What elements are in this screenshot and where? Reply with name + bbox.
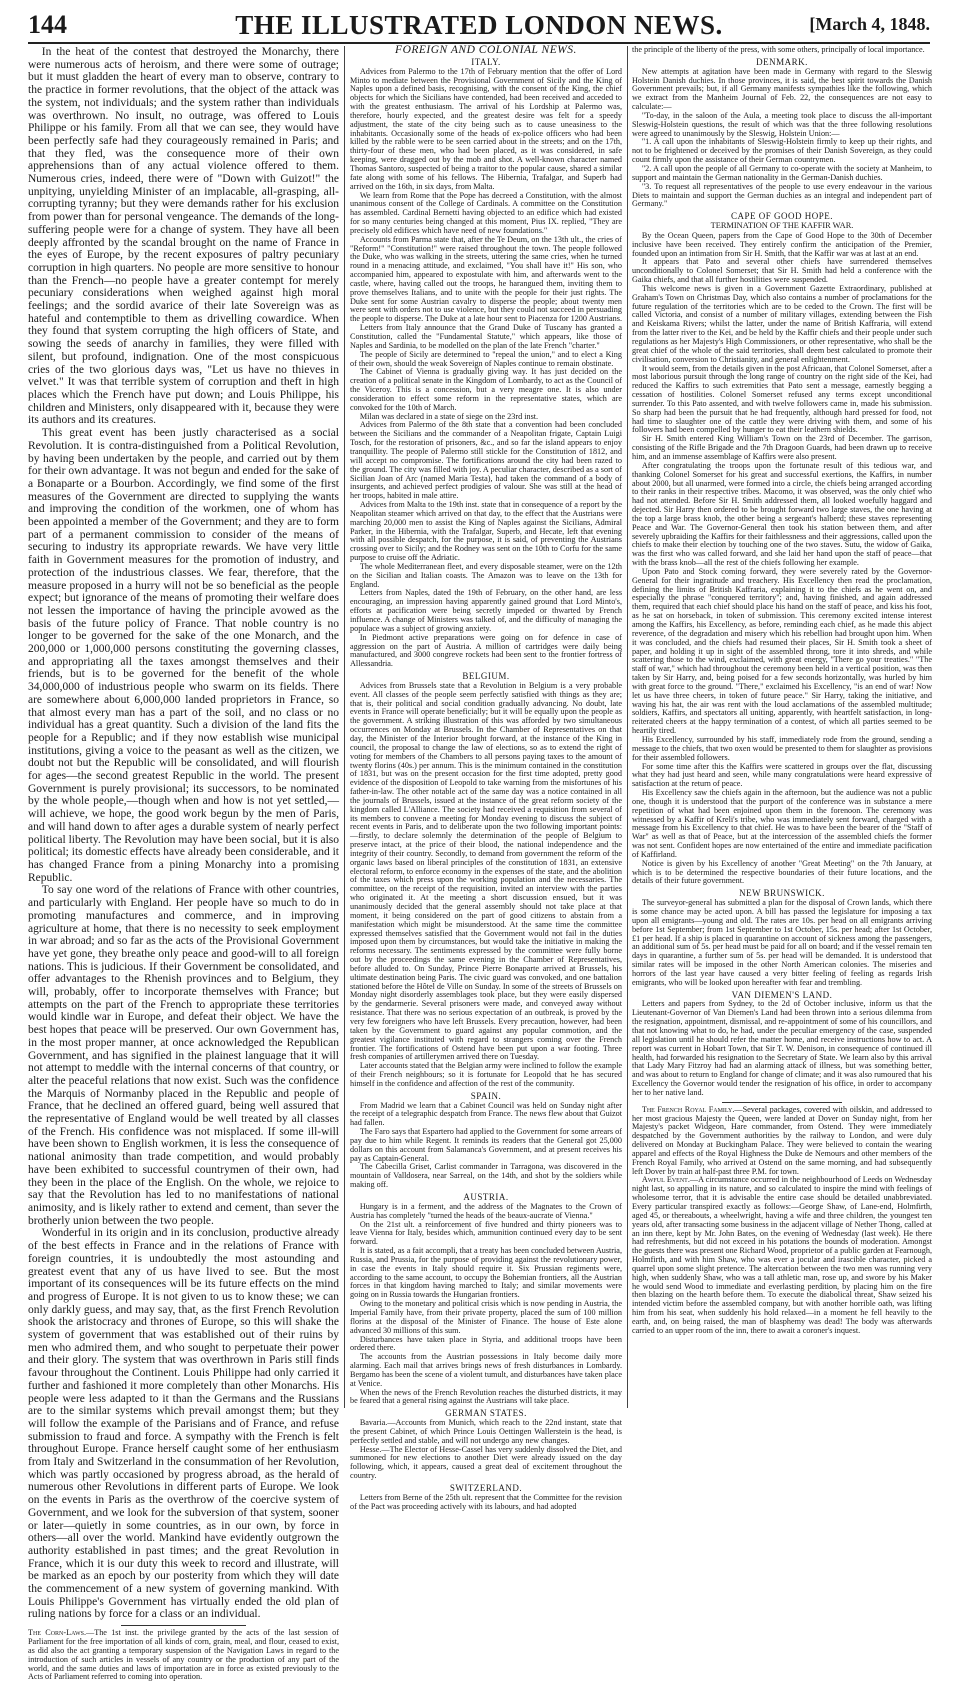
spain-heading: SPAIN. bbox=[470, 1090, 502, 1101]
paragraph: "1. A call upon the inhabitants of Sleswig-Holstein firmly to keep up their rights, and not to be frightened or deceived by the promises of their Danish Sovereign, as they could count firmly upon the assistance of their German countrymen. bbox=[632, 137, 932, 165]
paragraph: His Excellency, surrounded by his staff, immediately rode from the ground, sending a message to the chiefs, that two oxen would be presented to them for slaughter as provisions for their assembled followers. bbox=[632, 734, 932, 762]
brief-notes bbox=[632, 1106, 932, 1336]
belgium-body bbox=[350, 682, 622, 1089]
corn-laws-note bbox=[28, 1629, 339, 1682]
paragraph: "To-day, in the saloon of the Aula, a meeting took place to discuss the all-important Sleswig-Holstein questions, the result of which was that the three following resolutions were agreed to unanimously by the Sleswig, Holstein Union:— bbox=[632, 110, 932, 138]
paragraph: Advices from Palermo of the 8th state that a convention had been concluded between the Sicilians and the commander of a Neapolitan frigate, Captain Luigi Tosch, for the restoration of prisoners, &c., and so far the island appears to enjoy tranquillity. The people of Palermo still stickle for the Constitution of 1812, and will accept no compromise. The fortifications around the city had been razed to the ground. The city was filled with joy. A peculiar character, described as a sort of Sicilian Joan of Arc (named Maria Testa), had taken the command of a body of insurgents, and achieved perfect prodigies of valour. She was still at the head of her troops, habited in male attire. bbox=[350, 420, 622, 501]
editorial-paragraph: This great event has been justly characterised as a social Revolution. It is contra-distinguished from a Political Revolution, by having been undertaken by the people, and carried out by them for their own advantage. It was not begun and ended for the sake of a Bonaparte or a Bourbon. Accordingly, we find some of the first measures of the Government are directed to supplying the wants and improving the condition of the workmen, one of whom has been appointed a member of the Government; and they are to form part of a permanent commission to consider of the means of securing to industry its appropriate rewards. We have very little faith in Government measures for the promotion of industry, and protection of the industrious classes. We fear, therefore, that the measure proposed in a hurry will not be so beneficial as the people expect; but ignorance of the means of promoting their welfare does not lessen the importance of having the principle avowed as the basis of the future policy of France. That noble country is no longer to be governed for the sake of the one Monarch, and the 200,000 or 1,000,000 persons constituting the governing classes, and appropriating all the taxes amongst themselves and their friends, but is to be governed for the benefit of the whole 34,000,000 of industrious people who swarm on its fields. There are somewhere about 6,000,000 landed proprietors in France, so that almost every man has a part of the soil, and no class or no individual has a great quantity. Such a division of the land fits the people for a Republic; and if they now establish wise municipal institutions, giving a voice to the peasant as well as the citizen, we doubt not but the Republic will be consolidated, and will flourish for ages—the second greatest Republic in the world. The present Government is purely provisional; its successors, to be nominated by the whole people,—though when and how is not yet settled,—will achieve, we hope, the good work begun by the men of Paris, and will hand down to after ages a durable system of nearly perfect political liberty. The Revolution may have been social, but it is also political; its domestic effects have already been considerable, and it has changed France from a pining Monarchy into a promising Republic. bbox=[28, 427, 339, 884]
paragraph: The people of Sicily are determined to "repeal the union," and to elect a King of their own, should the weak Sovereign of Naples continue to remain obstinate. bbox=[350, 349, 622, 368]
cape-subheading: TERMINATION OF THE KAFFIR WAR. bbox=[710, 221, 854, 231]
new-brunswick-heading: NEW BRUNSWICK. bbox=[739, 888, 825, 899]
german-states-heading: GERMAN STATES. bbox=[445, 1408, 527, 1419]
paragraph: Sir H. Smith entered King William's Town on the 23rd of December. The garrison, consisting of the Rifle Brigade and the 7th Dragoon Guards, had been drawn up to receive him, and an immense assemblage of Kaffirs were also present. bbox=[632, 434, 932, 461]
austria-heading: AUSTRIA. bbox=[463, 1192, 509, 1202]
paragraph: Advices from Brussels state that a Revolution in Belgium is a very probable event. All classes of the people seem perfectly satisfied with things as they are; that is, their political and social condition gradually advancing. No doubt, late events in France will operate beneficially; but it will be equally upon the people as the government. A striking illustration of this was afforded by two simultaneous occurrences on Monday at Brussels. In the Chamber of Representatives on that day, the Minister of the Interior brought forward, at the instance of the King in council, the proposal to change the law of elections, so as to extend the right of voting for members of the Chambers to all persons paying taxes to the amount of twenty florins (40s.) per annum. This is the minimum contained in the constitution of 1831, but was on the present occasion for the first time adopted, pretty good evidence of the disposition of Leopold to take warning from the misfortunes of his father-in-law. The other notable act of the same day was a notice contained in all the journals of Brussels, issued at the instance of the great reform society of the kingdom called L'Alliance. The society had received a requisition from several of its members to convene a meeting for Monday evening to discuss the subject of recent events in Paris, and to deliberate upon the two following important points:—firstly, to declare solemnly the determination of the people of Belgium to preserve intact, at the price of their blood, the national independence and the integrity of their country. Secondly, to demand from government the reform of the organic laws based on liberal principles of the constitution of 1831, an extensive electoral reform, to enforce economy in the expenses of the state, and the abolition of the taxes which press upon the working population and the necessaries. The committee, on the receipt of the requisition, invited an interview with the parties who originated it. At the meeting a short discussion ensued, but it was unanimously decided that the general assembly should not take place at that moment, it being considered on the part of good citizens to abstain from a manifestation which might be misunderstood. At the same time the committee expressed themselves satisfied that the Government would not fail in the duties imposed upon them by circumstances, but would take the initiative in making the reforms necessary. The sentiments expressed by the committee were fully borne out by the proceedings the same evening in the Chamber of Representatives, before alluded to. On Sunday, Prince Pierre Bonaparte arrived at Brussels, his ultimate destination being Paris. The civic guard was convoked, and one battalion stationed before the Hôtel de Ville on Sunday. In some of the streets of Brussels on Monday night disorderly assemblages took place, but they were easily dispersed by the gendarmerie. Several prisoners were made, and conveyed away without resistance. That there was no serious expectation of an outbreak, is proved by the very few foreigners who have left Brussels. Every precaution, however, had been taken by the Government to guard against any popular commotion, and the greatest vigilance instituted with regard to strangers coming over the French frontier. The fortifications of Ostend have been put upon a war footing. Three fresh companies of artillerymen arrived there on Tuesday. bbox=[350, 680, 622, 1062]
van-diemens-land-body bbox=[632, 1000, 932, 1097]
new-brunswick-body bbox=[632, 899, 932, 987]
cape-heading: CAPE OF GOOD HOPE. bbox=[730, 211, 833, 222]
brief-note bbox=[632, 1106, 932, 1177]
van-diemens-land-heading: VAN DIEMEN'S LAND. bbox=[731, 989, 833, 1000]
paragraph: The Cabinet of Vienna is gradually giving way. It has just decided on the creation of a political senate in the Kingdom of Lombardy, to act as the Council of the Viceroy. This is a concession, but a very meagre one. It is also under consideration to effect some reform in the representative states, which are convoked for the 10th of March. bbox=[350, 367, 622, 412]
paragraph: Notice is given by his Excellency of another "Great Meeting" on the 7th January, at which is to be determined the respective boundaries of their future locations, and the details of their future government. bbox=[632, 858, 932, 886]
italy-heading: ITALY. bbox=[471, 56, 501, 67]
paragraph: From Madrid we learn that a Cabinet Council was held on Sunday night after the receipt of a telegraphic despatch from France. The news flew about that Guizot had fallen. bbox=[350, 1100, 622, 1128]
column-divider bbox=[627, 46, 628, 1408]
austria-body bbox=[350, 1203, 622, 1406]
note-heading: The Corn-Laws. bbox=[28, 1628, 87, 1638]
paragraph: New attempts at agitation have been made in Germany with regard to the Sleswig Holstein Danish duchies. In those provinces, it is said, the best spirit towards the Danish Government prevails; but, if all Germany manifests sympathies like the following, which we extract from the Manheim Journal of Feb. 22, the consequences are not easy to calculate:— bbox=[632, 66, 932, 112]
paragraph: By the Ocean Queen, papers from the Cape of Good Hope to the 30th of December inclusive have been received. They entirely confirm the anticipation of the Premier, founded upon an intimation from Sir H. Smith, that the Kaffir war was at last at an end. bbox=[632, 230, 932, 258]
paragraph: Later accounts stated that the Belgian army were inclined to follow the example of their French neighbours; so it is fortunate for Leopold that he has secured himself in the confidence and affection of the rest of the community. bbox=[350, 1061, 622, 1088]
page-number: 144 bbox=[28, 10, 67, 39]
belgium-heading: BELGIUM. bbox=[462, 671, 510, 682]
paragraph: Advices from Palermo to the 17th of February mention that the offer of Lord Minto to mediate between the Provisional Government of Sicily and the King of Naples upon a defined basis, recognising, with the consent of the King, the chief objects for which the Sicilians have contended, had been received and acceded to with the greatest enthusiasm. The arrival of his Lordship at Palermo was, therefore, hourly expected, and the greatest desire was felt for a speedy adjustment, the state of the city being such as to cause uneasiness to the inhabitants. Occasionally some of the heads of ex-police officers who had been killed by the rabble were to be seen carried about in the streets; and on the 17th, thirty-four of these men, who had been placed, as it was considered, in safe keeping, were dragged out by the mob and shot. A well-known character named Thomas Santoro, suspected of being a traitor to the popular cause, shared a similar fate along with some of his fellows. The Hibernia, Trafalgar, and Superb had arrived on the 16th, in six days, from Malta. bbox=[350, 66, 622, 191]
italy-body bbox=[350, 68, 622, 669]
editorial-column bbox=[28, 46, 339, 1682]
paragraph: Upon Pato and Stock coming forward, they were severely rated by the Governor-General for their ingratitude and treachery. His Excellency then read the proclamation, defining the limits of British Kaffraria, explaining it to the chiefs as he went on, and especially the phrase "conquered territory"; and, having finished, and again addressed them, required that each chief should place his hand on the staff of peace, and kiss his foot, as he sat on horseback, in token of submission. This ceremony excited intense interest among the Kaffirs, his Excellency, as before, reminding each chief, as he made this abject reverence, of the degradation and misery which his rebellion had brought upon him. When it was concluded, and the chiefs had resumed their places, Sir H. Smith took a sheet of paper, and holding it up in sight of the assembled throng, tore it into shreds, and while scattering those to the wind, exclaimed, with great energy, "There go your treaties." "The staff of war," which had throughout the ceremony been held in a vertical position, was then taken by Sir Harry, and, being poised for a few seconds horizontally, was hurled by him with great force to the ground. "There," exclaimed his Excellency, "is an end of war! Now let us have three cheers, in token of future peace." Sir Harry, taking the initiative, and waving his hat, the air was rent with the loud acclamations of the assembled multitude; soldiers, Kaffirs, and spectators all uniting, apparently, with heartfelt satisfaction, in long-reiterated cheers at the happy termination of a contest, of which all parties seemed to be heartily tired. bbox=[632, 566, 932, 736]
denmark-heading: DENMARK. bbox=[756, 56, 808, 67]
paragraph: "2. A call upon the people of all Germany to co-operate with the society at Manheim, to support and maintain the German nationality in the German-Danish duchies. bbox=[632, 163, 932, 182]
section-heading: FOREIGN AND COLONIAL NEWS. bbox=[395, 44, 577, 56]
switzerland-body bbox=[350, 1494, 622, 1512]
paragraph: It would seem, from the details given in the post Africaan, that Colonel Somerset, after a most laborious pursuit through the long range of country on the right side of the Kei, had reduced the Kaffirs to such extremities that Pato sent a message, earnestly begging a cessation of hostilities. Colonel Somerset refused any terms except unconditional surrender. To this Pato assented, and with twelve followers came in, made his submission. So sharp had been the pursuit that he had frequently, although hard pressed for food, not had time to slaughter one of the cattle they were driving with them, and some of his followers had been compelled by hunger to eat their leathern shields. bbox=[632, 363, 932, 435]
denmark-body bbox=[632, 68, 932, 210]
paragraph: The accounts from the Austrian possessions in Italy become daily more alarming. Each mail that arrives brings news of fresh disturbances in Lombardy. Bergamo has been the scene of a violent tumult, and disturbances have taken place at Venice. bbox=[350, 1352, 622, 1388]
note-heading: The French Royal Family. bbox=[641, 1104, 735, 1114]
paragraph: The whole Mediterranean fleet, and every disposable steamer, were on the 12th on the Sicilian and Italian coasts. The Amazon was to leave on the 13th for England. bbox=[350, 561, 622, 589]
brief-note bbox=[632, 1176, 932, 1335]
newspaper-title: THE ILLUSTRATED LONDON NEWS. bbox=[235, 10, 723, 40]
cape-body bbox=[632, 232, 932, 886]
note-heading: Awful Event. bbox=[641, 1175, 690, 1185]
section-rule bbox=[121, 1625, 245, 1626]
paragraph: On the 21st ult. a reinforcement of five hundred and thirty pioneers was to leave Vienna for Italy, besides which, ammunition continued every day to be sent forward. bbox=[350, 1219, 622, 1247]
paragraph: Hesse.—The Elector of Hesse-Cassel has very suddenly dissolved the Diet, and summoned for new elections to another Diet were already issued on the day following, which, it appears, caused a great deal of excitement throughout the country. bbox=[350, 1444, 622, 1481]
switzerland-heading: SWITZERLAND. bbox=[449, 1483, 523, 1493]
paragraph: Disturbances have taken place in Styria, and additional troops have been ordered there. bbox=[350, 1334, 622, 1353]
paragraph: Advices from Malta to the 19th inst. state that in consequence of a report by the Neapolitan steamer which arrived on that day, to the effect that the Austrians were marching 20,000 men to assist the King of Naples against the Sicilians, Admiral Parker, in the Hibernia, with the Trafalgar, Superb, and Hecate, left that evening with all possible despatch, for the purpose, it is said, of preventing the Austrians crossing over to Sicily; and the Rodney was sent on the 10th to Corfu for the same purpose to cruise off the Adriatic. bbox=[350, 500, 622, 563]
masthead bbox=[28, 10, 930, 38]
column-divider bbox=[344, 46, 345, 1408]
editorial-body bbox=[28, 46, 339, 1621]
editorial-paragraph: In the heat of the contest that destroyed the Monarchy, there were numerous acts of heroism, and there were some of outrage; but it must gladden the heart of every man to observe, contrary to the practice in former revolutions, that the object of the attack was the system, not individuals; and the system rather than individuals was overthrown. No insult, no outrage, was offered to Louis Philippe or his family. From all that we can see, they would have been perfectly safe had they courageously remained in Paris; and that they fled, was the consequence more of their own apprehensions than of any actual violence offered to them. Numerous cries, indeed, there were of "Down with Guizot!" the unpitying, unyielding Minister of an implacable, all-grasping, all-corrupting tyranny; but they were demands rather for his exclusion from power than for personal vengeance. The demands of the long-suffering people were for a change of system. They have all been deeply affronted by the scandal brought on the name of France in the eyes of Europe, by the recent exposures of paltry pecuniary corruption in high quarters. No people are more sensitive to honour than the French—no people have a greater contempt for merely pecuniary considerations when weighed against high moral feelings; and the sordid avarice of their late Sovereign was as hateful and contemptible to them as drivelling cowardice. When they found that system corrupting the high officers of State, and sowing the seeds of anarchy in families, they were filled with silent, but profound, indignation. One of the most conspicuous cries of the two glorious days was, "Let us have no thieves in velvet." It was that terrible system of corruption and theft in high places which the French have put down; and Louis Philippe, his children and Ministers, only disappeared with it, because they were its authors and its creatures. bbox=[28, 46, 339, 427]
paragraph: Accounts from Parma state that, after the Te Deum, on the 13th ult., the cries of "Reform!" "Constitution!" were raised throughout the town. The people followed the Duke, who was walking in the streets, uttering the same cries, when he turned round in a menacing attitude, and exclaimed, "You shall have it!" His son, who accompanied him, appeared to expostulate with him, and afterwards went to the castle, where, having called out the troops, he harangued them, inviting them to prove themselves Italians, and to unite with the people for their just rights. The Duke sent for some Austrian cavalry to disperse the people; about twenty men were sent with orders not to use violence, but they could not succeed in persuading the people to disperse. The Duke at a late hour sent to Piacenza for 1200 Austrians. bbox=[350, 234, 623, 324]
note-text: —A circumstance occurred in the neighbourhood of Leeds on Wednesday night last, so appalling in its nature, and so calculated to inspire the mind with feelings of wholesome terror, that it is advisable the entire case should be detailed unabbreviated. Every particular transpired exactly as follows:—George Shaw, of Lane-end, Holmfirth, aged 45, or thereabouts, a wheelwright, having a wife and three children, the youngest ten years old, after transacting some business in the adjacent village of Nether Thong, called at an inn there, kept by Mr. John Bates, on the evening of Wednesday (last week). He there had refreshments, but did not exceed in his potations the bounds of moderation. Amongst the guests there was present one Richard Wood, proprietor of a public garden at Fearnough, Holmfirth, and with him Shaw, who was ever a jocular and irascible character, picked a quarrel upon some slight pretence. The altercation between the two men was running very high, when suddenly Shaw, who was a tall athletic man, rose up, and swore by his Maker he would send Wood to immediate and everlasting perdition, by placing him on the fire then blazing on the hearth before them. To execute the diabolical threat, Shaw seized his intended victim before the assembled company, but with another horrible oath, was lifting him from his seat, when suddenly his hold relaxed—in a moment he fell heavily to the earth, and, on being raised, the man of blasphemy was dead! The body was afterwards carried to an upper room of the inn, there to await a coroner's inquest. bbox=[632, 1175, 932, 1335]
paragraph: The Faro says that Espartero had applied to the Government for some arrears of pay due to him while Regent. It reminds its readers that the General got 25,000 dollars on this account from Salamanca's Government, and at present receives his pay as Captain-General. bbox=[350, 1127, 622, 1163]
section-rule bbox=[722, 1102, 842, 1103]
paragraph: Owing to the monetary and political crisis which is now pending in Austria, the Imperial Family have, from their private property, placed the sum of 100 million florins at the disposal of the Minister of Finance. The house of Este alone advanced 30 millions of this sum. bbox=[350, 1299, 622, 1335]
spain-body bbox=[350, 1102, 622, 1190]
paragraph: For some time after this the Kaffirs were scattered in groups over the flat, discussing what they had just heard and seen, while many congratulations were heard expressive of satisfaction at the return of peace. bbox=[632, 761, 932, 789]
paragraph: It is stated, as a fait accompli, that a treaty has been concluded between Austria, Russia, and Prussia, for the purpose of providing against the revolutionary power, in case the events in Italy should require it. Six Prussian regiments were, according to the same account, to occupy the Bohemian frontiers, all the Austrian forces in that kingdom having marched to Italy; and similar movements were going on in Russia towards the Hungarian frontiers. bbox=[350, 1246, 622, 1300]
paragraph: Milan was declared in a state of siege on the 23rd inst. bbox=[359, 411, 539, 421]
paragraph: Hungary is in a ferment, and the address of the Magnates to the Crown of Austria has completely "turned the heads of the beaux-aucrate of Vienna." bbox=[350, 1201, 622, 1220]
colonial-news-column bbox=[632, 46, 932, 1414]
paragraph: We learn from Rome that the Pope has decreed a Constitution, with the almost unanimous consent of the College of Cardinals. A committee on the Constitution has assembled. Cardinal Bernetti having objected to an edifice which had existed for so many centuries being changed at this moment, Pius IX. replied, "They are precisely old edifices which have need of new foundations." bbox=[350, 190, 622, 235]
paragraph: When the news of the French Revolution reaches the disturbed districts, it may be feared that a general rising against the Austrians will take place. bbox=[350, 1387, 622, 1406]
paragraph: The surveyor-general has submitted a plan for the disposal of Crown lands, which there is some chance may be acted upon. A bill has passed the legislature for imposing a tax upon all emigrants—young and old. The rates are 10s. per head on all emigrants arriving before 1st September; from 1st September to 1st October, 15s. per head; after 1st October, £1 per head. If a ship is placed in quarantine on account of sickness among the passengers, an additional sum of 5s. per head must be paid for all on board; and if the vessel remain ten days in quarantine, a further sum of 5s. per head will be demanded. It is understood that similar rates will be imposed in the other North American colonies. The miseries and horrors of the last year have caused a very bitter feeling of feeling as regards Irish emigrants, who will be looked upon hereafter with fear and trembling. bbox=[632, 898, 932, 987]
paragraph: Letters from Italy announce that the Grand Duke of Tuscany has granted a Constitution, called the "Fundamental Statute," which appears, like those of Naples and Sardinia, to be modelled on the plan of the late French "charter." bbox=[350, 323, 622, 350]
paragraph: The Cabecilla Griset, Carlist commander in Tarragona, was discovered in the mountain of Valldosera, near Sarreal, on the 14th, and shot by the soldiers while making off. bbox=[350, 1162, 622, 1190]
german-states-body bbox=[350, 1419, 622, 1481]
paragraph: His Excellency saw the chiefs again in the afternoon, but the audience was not a public one, though it is understood that the purport of the conference was in substance a mere repetition of what had been enjoined upon them in the forenoon. The ceremony was witnessed by a Kaffir of Kreli's tribe, who was immediately sent forward, charged with a message from his Excellency to that chief. He was to have been the bearer of the "Staff of War" as well as that of Peace, but at the intercession of the assembled chiefs the former was not sent. Confident hopes are now entertained of the entire and immediate pacification of Kaffirland. bbox=[632, 788, 932, 859]
paragraph: Letters from Naples, dated the 19th of February, on the other hand, are less encouraging, an impression having apparently gained ground that Lord Minto's, efforts at pacification were being secretly impeded or thwarted by French influence. A change of Ministers was talked of, and the difficulty of managing the populace was a subject of growing anxiety. bbox=[350, 588, 622, 633]
continued-paragraph: the principle of the liberty of the press, with some others, principally of local importance. bbox=[632, 45, 925, 54]
paragraph: It appears that Pato and several other chiefs have surrendered themselves unconditionally to Colonel Somerset; that Sir H. Smith had held a conference with the Gaika chiefs, and that all further hostilities were suspended. bbox=[632, 257, 932, 285]
editorial-paragraph: To say one word of the relations of France with other countries, and particularly with England. Her people have so much to do in promoting manufactures and commerce, and in improving agriculture at home, that there is no necessity to seek employment in war abroad; and so far as the acts of the Provisional Government have yet gone, they breathe only peace and good-will to all foreign nations. This is judicious. If their Government be consolidated, and offer advantages to the Rhenish provinces and to Belgium, they will, probably, offer to incorporate themselves with France; but attempts on the part of the French to appropriate these territories would kindle war in Europe, and defeat their object. We have the best hopes that peace will be preserved. Our own Government has, in the most proper manner, at once acknowledged the Republican Government, and has signified in the plainest language that it will not attempt to meddle with the internal concerns of that country, or alter the peaceful relations that now exist. Such was the confidence the Marquis of Normanby placed in the Republic and people of France, that he declined an offered guard, being well assured that the representative of England would be well treated by all classes of the French. His confidence was not misplaced. If some ill-will have been shown to English workmen, it is less the consequence of national animosity than trade competition, and would probably have been exhibited to successful countrymen of their own, had they been in the place of the English. On the whole, we rejoice to say that the Revolution has led to no manifestations of national animosity, and is likely rather to extend and cement, than sever the brotherly union between the two people. bbox=[28, 884, 339, 1227]
paragraph: Letters and papers from Sydney, to the 2d of October inclusive, inform us that the Lieutenant-Governor of Van Diemen's Land had been thrown into a serious dilemma from the resignation, appointment, dismissal, and re-appointment of some of his councillors, and that not knowing what to do, he had, under the peculiar emergency of the case, suspended all legislation until he should refer the matter home, and receive instructions how to act. A report was current in Hobart Town, that Sir T. W. Denison, in consequence of continued ill health, had forwarded his resignation to the Secretary of State. We learn also by this arrival that Lady Mary Fitzroy had had an alarming attack of illness, but was something better, and was about to return to England for change of climate; and it was also rumoured that his Excellency the Governor would tender the resignation of his office, in order to accompany her to her native land. bbox=[632, 999, 932, 1097]
paragraph: This welcome news is given in a Government Gazette Extraordinary, published at Graham's Town on Christmas Day, which also contains a number of proclamations for the future regulation of the territories which are to be ceded to the Crown. The first will be called Victoria, and consist of a number of military villages, extending between the Fish and Keiskama Rivers; whilst the latter, under the name of British Kaffraria, will extend from the latter river to the Kei, and be held by the Kaffir chiefs and their people under such regulations as her Majesty's High Commissioners, or other representative, who shall be the great chief of the whole of the said territories, shall deem best calculated to promote their civilisation, conversion to Christianity, and general enlightenment. bbox=[632, 283, 932, 364]
paragraph: Bavaria.—Accounts from Munich, which reach to the 22nd instant, state that the present Cabinet, of which Prince Louis Oettingen Wallerstein is the head, is perfectly settled and stable, and will not undergo any new changes. bbox=[350, 1418, 622, 1445]
editorial-paragraph: Wonderful in its origin and in its conclusion, productive already of the best effects in France and in the relations of France with foreign countries, it is undoubtedly the most astounding and greatest event that any of us have lived to see. But the most important of its consequences will be its future effects on the mind and progress of Europe. It is not given to us to know these; we can only darkly guess, and may say, that, as the first French Revolution shook the aristocracy and thrones of Europe, so this will shake the system of government that was established out of their ruins by men who admired them, and who sought to perpetuate their power and their glory. The system that was overthrown in Paris still finds favour throughout the Continent. Louis Philippe had only carried it further and fashioned it more completely than other Monarchs. His people were less adapted to it than the Germans and the Russians are to the similar systems which prevail amongst them; but they will follow the example of the Parisians and of France, and refuse submission to fraud and force. A sympathy with the French is felt throughout Europe. France herself caught some of her enthusiasm from Italy and Switzerland in the consummation of her Revolution, which was partly occasioned by progress abroad, as the herald of numerous other Revolutions in different parts of Europe. We look on the events in Paris as the overthrow of the coercive system of Government, and we look for the subversion of that system, sooner or later—quietly in some countries, as in our own, by force in others—all over the world. Mankind have evidently outgrown the authority established in past times; and the great Revolution in France, which it is our duty this week to record and illustrate, will be marked as an epoch by our posterity from which they will date the commencement of a new system of governing mankind. With Louis Philippe's Government has virtually ended the old plan of ruling nations by force for a class or an individual. bbox=[28, 1227, 339, 1621]
note-text: —The 1st inst. the privilege granted by the acts of the last session of Parliament for the free importation of all kinds of corn, grain, meal, and flour, ceased to exist, as did also the act granting a temporary suspension of the Navigation Laws in regard to the introduction of such articles in vessels of any country or the production of any part of the world, and the same duties and laws of importation are in force as existed previously to the Acts of Parliament referred to coming into operation. bbox=[28, 1628, 339, 1682]
paragraph: Letters from Berne of the 25th ult. represent that the Committee for the revision of the Pact was proceeding actively with its labours, and had adopted bbox=[350, 1492, 622, 1511]
paragraph: "3. To request all representatives of the people to use every endeavour in the various Diets to maintain and support the German duchies as an integral and independent part of Germany." bbox=[632, 181, 932, 209]
issue-date: [March 4, 1848. bbox=[809, 14, 930, 34]
foreign-news-column bbox=[350, 44, 623, 1511]
paragraph: After congratulating the troops upon the fortunate result of this tedious war, and thanking Colonel Somerset for his great and successful exertions, the Kaffirs, in number about 2000, but all unarmed, were formed into a circle, the chiefs being arranged according to their ranks in their respective tribes. Macomo, it was observed, was the only chief who had not attended. Before Sir H. Smith addressed them, all looked woefully haggard and dejected. Sir Harry then ordered to be brought forward two large staves, the one having at the top a large brass knob, the other being a sergeant's halberd; these staves representing Peace and War. The Governor-General then took his station between them, and after severely upbraiding the Kaffirs for their faithlessness and their aggressions, called upon the chiefs to make their election by touching one of the two staves. Sutu, the widow of Gaika, was the first who was called forward, and she laid her hand upon the staff of peace—that with the brass knob—all the rest of the chiefs following her example. bbox=[632, 460, 932, 568]
paragraph: In Piedmont active preparations were going on for defence in case of aggression on the part of Austria. A million of cartridges were daily being manufactured, and 3000 congreve rockets had been sent to the frontier fortress of Allessandria. bbox=[350, 632, 622, 669]
note-text: —Several packages, covered with oilskin, and addressed to her most gracious Majesty the Queen, were landed at Dover on Sunday night, from her Majesty's packet Widgeon, Hare commander, from Ostend. They were immediately despatched by the Government authorities by the railway to London, and were duly delivered on Monday at Buckingham Palace. They were believed to contain the wearing apparel and effects of the Royal Highness the Duke de Nemours and other members of the French Royal Family, who arrived at Ostend on the same morning, and had subsequently left Dover by train at half-past three P.M. for town. bbox=[632, 1104, 932, 1176]
